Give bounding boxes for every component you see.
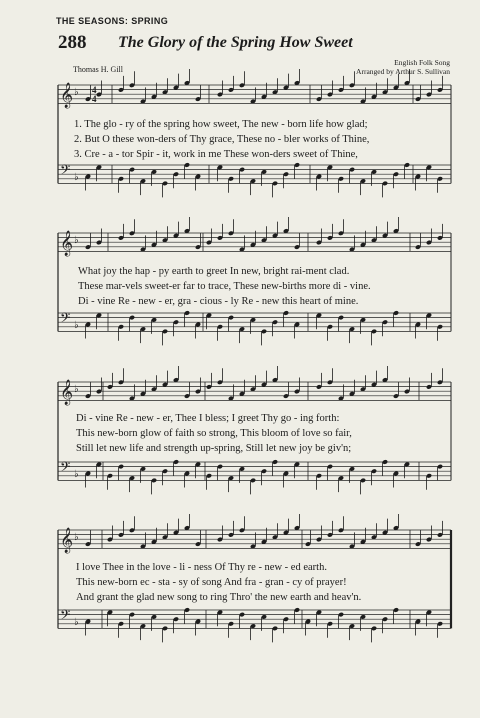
author-credit: Thomas H. Gill [73, 65, 123, 74]
lyric-line: Di - vine Re - new - er, gra - cious - ly Re - new this heart of mine. [78, 296, 359, 307]
treble-clef-icon: 𝄞 [60, 380, 74, 405]
hymn-title: The Glory of the Spring How Sweet [118, 34, 353, 51]
time-signature: 4 [92, 85, 97, 95]
bass-clef-icon: 𝄢 [60, 459, 71, 478]
tune-source: English Folk Song [394, 58, 450, 67]
lyric-line: And grant the glad new song to ring Thro' the new earth and heav'n. [76, 592, 362, 603]
hymn-number: 288 [58, 32, 87, 53]
lyric-line: Still let new life and strength up-spring, Still let new joy be giv'n; [76, 443, 352, 454]
arranger-credit: Arranged by Arthur S. Sullivan [356, 67, 450, 76]
treble-clef-icon: 𝄞 [60, 528, 74, 553]
flat-icon: ♭ [74, 532, 79, 543]
flat-icon: ♭ [74, 469, 79, 480]
lyric-line: This new-born ec - sta - sy of song And fra - gran - cy of prayer! [76, 577, 347, 588]
lyric-line: 3. Cre - a - tor Spir - it, work in me These won-ders sweet of Thine, [74, 149, 358, 160]
treble-clef-icon: 𝄞 [60, 231, 74, 256]
section-header: THE SEASONS: SPRING [56, 16, 169, 26]
lyric-line: 1. The glo - ry of the spring how sweet, The new - born life how glad; [74, 119, 368, 130]
lyric-line: I love Thee in the love - li - ness Of Thy re - new - ed earth. [76, 562, 327, 573]
lyric-line: This new-born glow of faith so strong, This bloom of love so fair, [76, 428, 352, 439]
bass-clef-icon: 𝄢 [60, 607, 71, 626]
bass-clef-icon: 𝄢 [60, 162, 71, 181]
bass-clef-icon: 𝄢 [60, 310, 71, 329]
flat-icon: ♭ [74, 172, 79, 183]
flat-icon: ♭ [74, 87, 79, 98]
time-signature: 4 [92, 94, 97, 104]
lyric-line: Di - vine Re - new - er, Thee I bless; I greet Thy go - ing forth: [76, 413, 340, 424]
flat-icon: ♭ [74, 235, 79, 246]
flat-icon: ♭ [74, 384, 79, 395]
flat-icon: ♭ [74, 617, 79, 628]
flat-icon: ♭ [74, 320, 79, 331]
treble-clef-icon: 𝄞 [60, 83, 74, 108]
lyric-line: What joy the hap - py earth to greet In new, bright rai-ment clad. [78, 266, 350, 277]
lyric-line: These mar-vels sweet-er far to trace, These new-births more di - vine. [78, 281, 371, 292]
lyric-line: 2. But O these won-ders of Thy grace, These no - bler works of Thine, [74, 134, 370, 145]
